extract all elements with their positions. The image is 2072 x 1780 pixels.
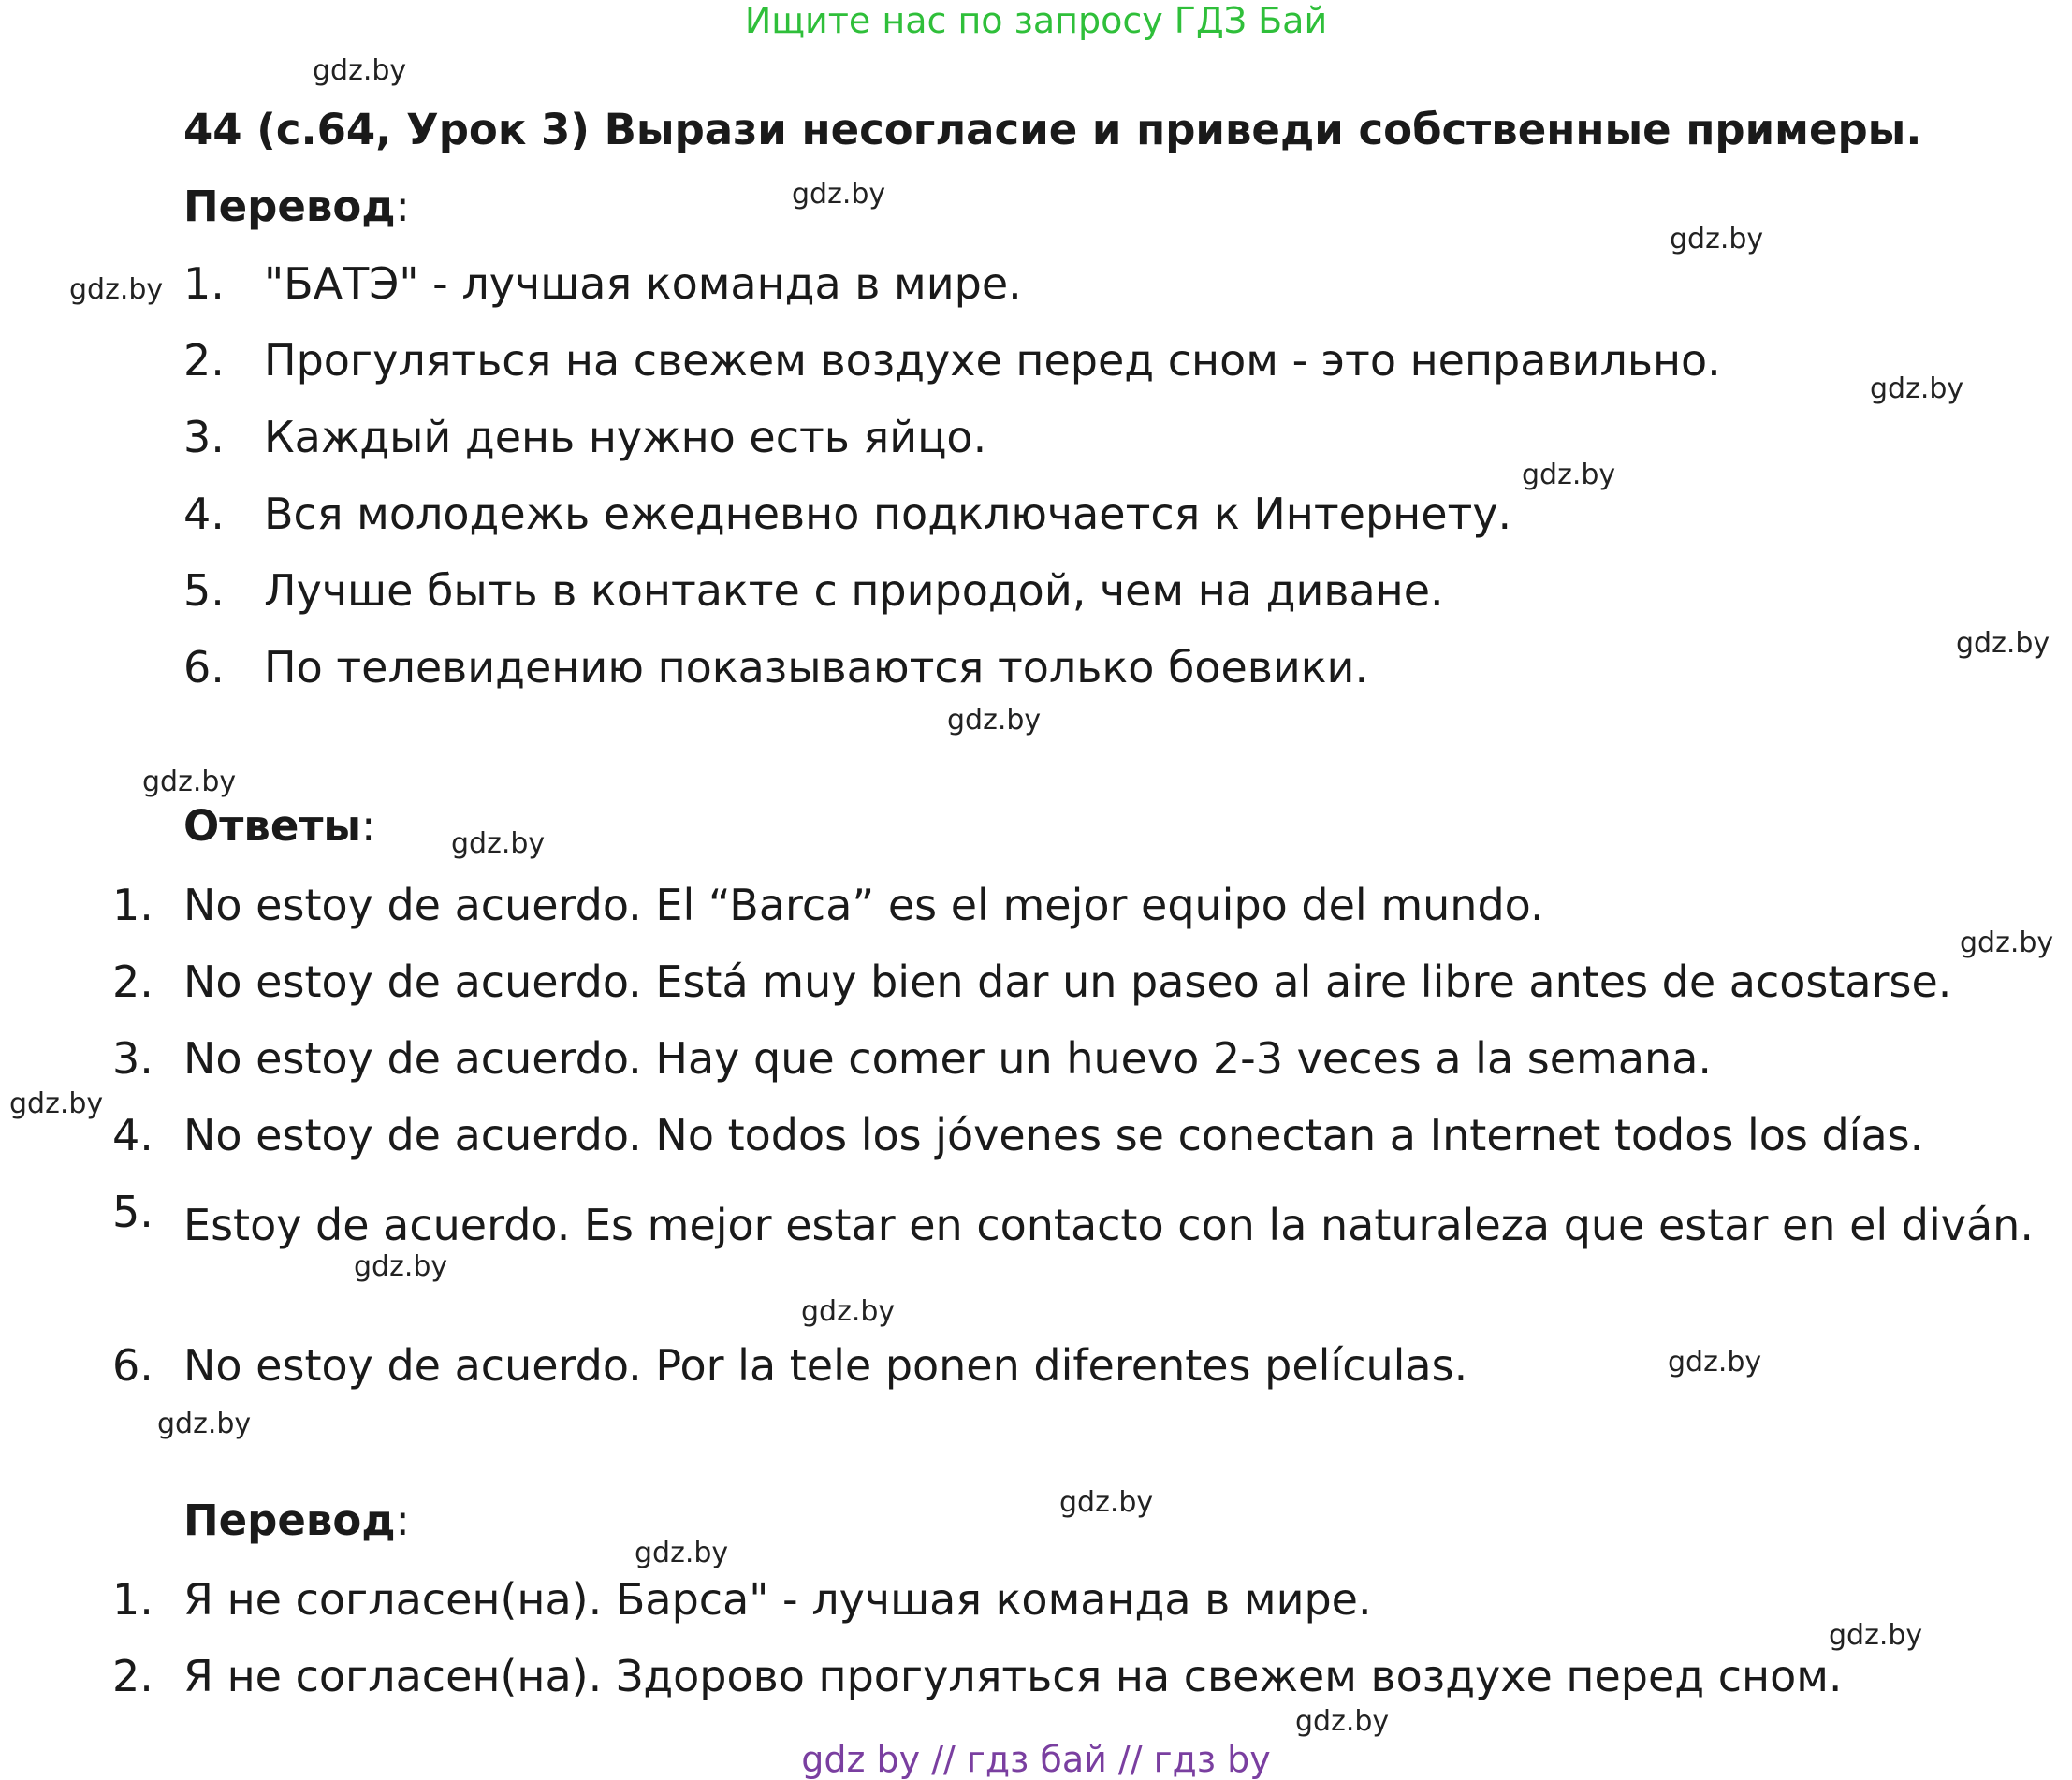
watermark: gdz.by [354,1250,448,1283]
translation-heading-text: Перевод [183,182,396,231]
answers-heading-text: Ответы [183,801,362,851]
item-number: 4. [112,1110,153,1160]
watermark: gdz.by [1960,926,2054,959]
heading-colon: : [361,801,376,851]
item-text: No estoy de acuerdo. El “Barca” es el mejor equipo del mundo. [183,880,1544,930]
item-text: По телевидению показываются только боевики. [264,642,1369,693]
item-number: 3. [112,1033,153,1084]
watermark: gdz.by [1829,1619,1923,1652]
watermark: gdz.by [313,54,407,87]
watermark: gdz.by [157,1408,252,1440]
item-text: Я не согласен(на). Здорово прогуляться на свежем воздухе перед сном. [183,1651,1843,1701]
watermark: gdz.by [792,178,886,211]
answers-heading [183,801,375,851]
item-text: No estoy de acuerdo. Por la tele ponen diferentes películas. [183,1340,1468,1391]
watermark: gdz.by [947,704,1042,737]
item-text: "БАТЭ" - лучшая команда в мире. [264,258,1022,309]
watermark: gdz.by [1522,459,1616,491]
item-number: 6. [183,642,225,693]
item-number: 3. [183,412,225,462]
watermark: gdz.by [635,1537,729,1569]
top-banner[interactable]: Ищите нас по запросу ГДЗ Бай [744,0,1328,41]
footer-links[interactable]: gdz by // гдз бай // гдз by [801,1739,1271,1780]
translation2-heading [183,1495,410,1545]
item-number: 2. [112,956,153,1007]
item-number: 2. [112,1651,153,1701]
item-text: Вся молодежь ежедневно подключается к Интернету. [264,489,1512,539]
item-number: 4. [183,489,225,539]
item-text: Я не согласен(на). Барса" - лучшая команда в мире. [183,1574,1372,1625]
task-title: 44 (с.64, Урок 3) Вырази несогласие и приведи собственные примеры. [183,105,1922,154]
watermark: gdz.by [69,273,164,306]
watermark: gdz.by [1670,223,1764,255]
item-number: 6. [112,1340,153,1391]
item-number: 5. [183,565,225,616]
answer-item-text-justified: Estoy de acuerdo. Es mejor estar en contacto con la naturaleza que estar en el diván. [183,1200,2034,1250]
watermark: gdz.by [451,827,546,860]
item-text: No estoy de acuerdo. Está muy bien dar un paseo al aire libre antes de acostarse. [183,956,1952,1007]
item-number: 1. [112,1574,153,1625]
watermark: gdz.by [1870,372,1964,405]
item-text: No estoy de acuerdo. No todos los jóvenes se conectan a Internet todos los días. [183,1110,1924,1160]
watermark: gdz.by [9,1087,104,1120]
heading-colon: : [395,1495,410,1545]
item-number: 1. [112,880,153,930]
item-number: 2. [183,335,225,386]
watermark: gdz.by [1956,627,2050,660]
item-text: Прогуляться на свежем воздухе перед сном - это неправильно. [264,335,1721,386]
watermark: gdz.by [801,1295,896,1328]
item-number: 1. [183,258,225,309]
item-text: No estoy de acuerdo. Hay que comer un huevo 2-3 veces a la semana. [183,1033,1712,1084]
heading-colon: : [395,182,410,231]
watermark: gdz.by [1295,1705,1390,1738]
item-text: Лучше быть в контакте с природой, чем на диване. [264,565,1444,616]
watermark: gdz.by [1668,1346,1762,1379]
item-text: Каждый день нужно есть яйцо. [264,412,987,462]
translation-heading [183,182,410,231]
translation2-heading-text: Перевод [183,1495,396,1545]
item-number: 5. [112,1187,153,1237]
watermark: gdz.by [1059,1486,1154,1519]
watermark: gdz.by [142,766,237,798]
